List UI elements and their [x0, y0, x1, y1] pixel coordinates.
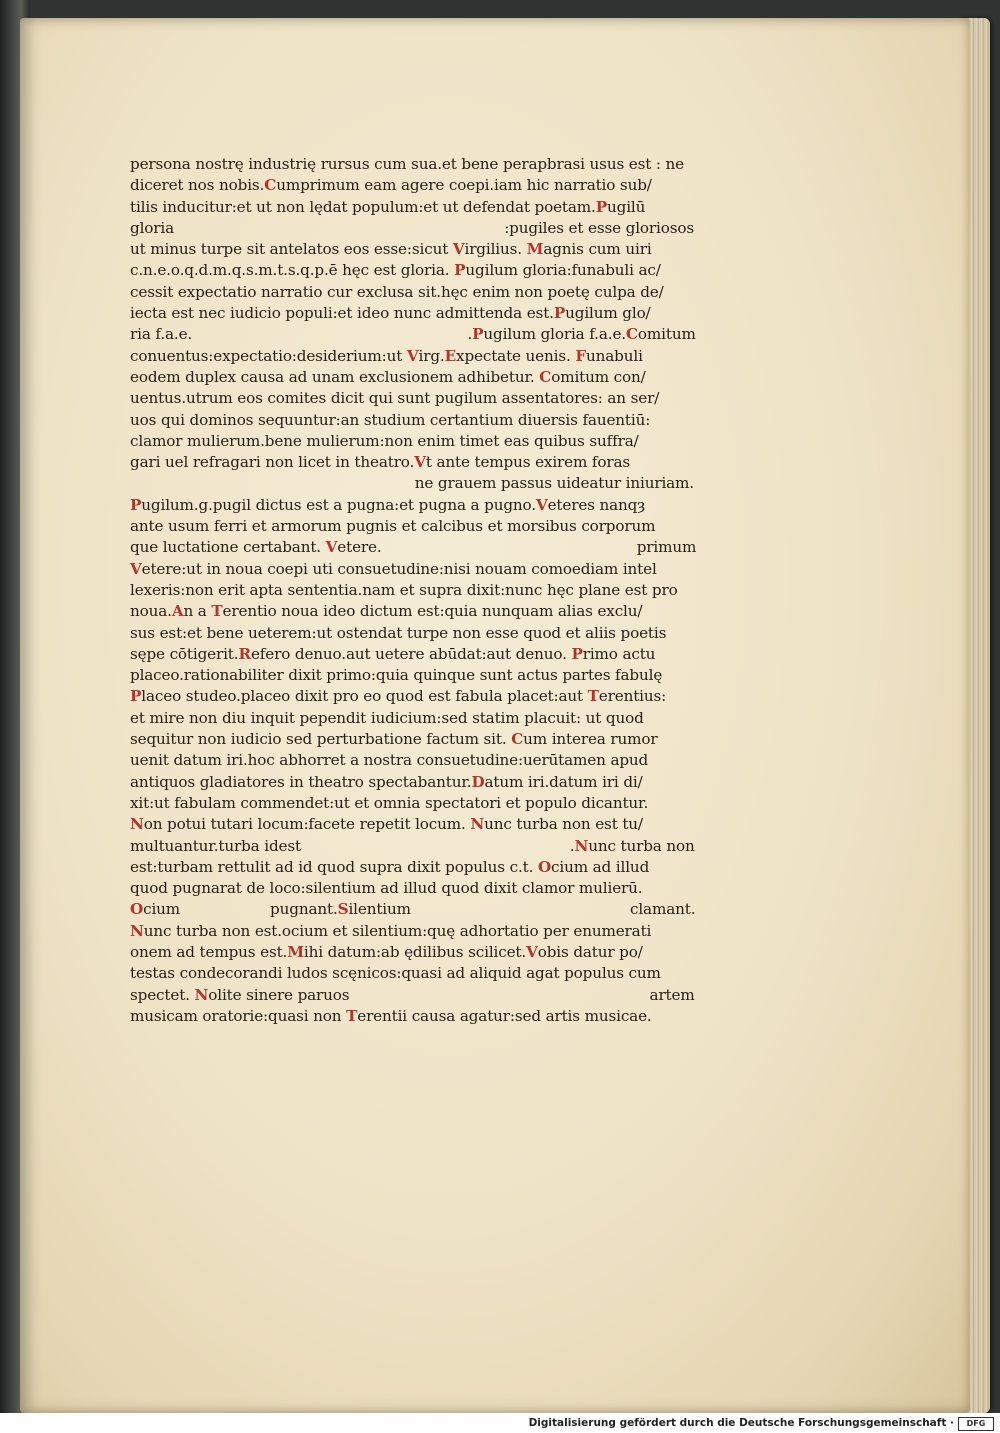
text-line: [130, 473, 696, 494]
line-text: quod pugnarat de loco:silentium ad illud quod dixit clamor mulierū.: [130, 879, 643, 898]
line-text: lexeris:non erit apta sententia.nam et supra dixit:nunc hęc plane est pro: [130, 580, 678, 599]
line-text: Ocium: [130, 900, 181, 919]
line-text: que luctatione certabant. Vetere.: [130, 538, 382, 557]
text-line: [130, 665, 696, 686]
line-text: testas condecorandi ludos scęnicos:quasi ad aliquid agat populus cum: [130, 964, 661, 983]
rubric-capital: A: [171, 602, 184, 621]
rubric-capital: N: [470, 815, 485, 834]
rubric-capital: T: [346, 1006, 358, 1025]
rubric-capital: N: [194, 985, 209, 1004]
rubric-capital: V: [406, 346, 419, 365]
rubric-capital: V: [130, 559, 142, 578]
text-line: [130, 431, 696, 452]
rubric-capital: S: [337, 900, 349, 919]
line-text-right: ne grauem passus uideatur iniuriam.: [414, 474, 694, 493]
line-text: sus est:et bene ueterem:ut ostendat turpe non esse quod et aliis poetis: [130, 623, 667, 642]
line-text-right: primum: [636, 538, 696, 557]
text-line: [130, 260, 696, 281]
text-line: [130, 452, 696, 473]
text-line: [130, 580, 696, 601]
line-text: sępe cōtigerit.Refero denuo.aut uetere abūdat:aut denuo. Primo actu: [130, 644, 656, 663]
text-line: [130, 197, 696, 218]
text-line: [130, 516, 696, 537]
line-text: gari uel refragari non licet in theatro.Vt ante tempus exirem foras: [130, 453, 631, 472]
text-line: [130, 537, 696, 558]
line-text: multuantur.turba idest: [130, 836, 301, 855]
text-line: [130, 623, 696, 644]
line-text: Placeo studeo.placeo dixit pro eo quod est fabula placet:aut Terentius:: [130, 687, 667, 706]
text-line: [130, 963, 696, 984]
text-line: [130, 1006, 696, 1027]
footer-credit: Digitalisierung gefördert durch die Deutsche Forschungsgemeinschaft ·: [528, 1417, 954, 1429]
text-line: [130, 878, 696, 899]
text-line: [130, 942, 696, 963]
text-line: [130, 303, 696, 324]
line-text: antiquos gladiatores in theatro spectabantur.Datum iri.datum iri di/: [130, 772, 643, 791]
text-line: [130, 814, 696, 835]
line-text: Vetere:ut in noua coepi uti consuetudine:nisi nouam comoediam intel: [130, 559, 657, 578]
rubric-capital: C: [539, 367, 552, 386]
rubric-capital: N: [574, 836, 589, 855]
line-text: tilis inducitur:et ut non lędat populum:et ut defendat poetam.Pugilū: [130, 197, 646, 216]
line-text: cessit expectatio narratio cur exclusa sit.hęc enim non poetę culpa de/: [130, 282, 664, 301]
text-line: [130, 644, 696, 665]
text-line: [130, 921, 696, 942]
line-text: ante usum ferri et armorum pugnis et calcibus et morsibus corporum: [130, 517, 656, 536]
rubric-capital: V: [414, 453, 426, 472]
text-line: [130, 729, 696, 750]
line-text-right: :pugiles et esse gloriosos: [504, 218, 694, 237]
text-line: [130, 346, 696, 367]
rubric-capital: C: [625, 325, 638, 344]
line-text: et mire non diu inquit pependit iudicium:sed statim placuit: ut quod: [130, 708, 644, 727]
text-line: [130, 601, 696, 622]
rubric-capital: O: [537, 857, 552, 876]
footer-bar: [0, 1413, 1000, 1433]
line-text: diceret nos nobis.Cumprimum eam agere coepi.iam hic narratio sub/: [130, 176, 652, 195]
text-line: [130, 985, 696, 1006]
rubric-capital: C: [511, 730, 524, 749]
line-text: onem ad tempus est.Mihi datum:ab ędilibus scilicet.Vobis datur po/: [130, 942, 643, 961]
rubric-capital: V: [526, 942, 538, 961]
rubric-capital: M: [287, 942, 304, 961]
line-text: ut minus turpe sit antelatos eos esse:sicut Virgilius. Magnis cum uiri: [130, 240, 652, 259]
rubric-capital: P: [595, 197, 607, 216]
line-text: uenit datum iri.hoc abhorret a nostra consuetudine:uerūtamen apud: [130, 751, 649, 770]
dfg-logo-icon: DFG: [958, 1417, 994, 1431]
rubric-capital: E: [444, 346, 457, 365]
text-line: [130, 686, 696, 707]
text-line: [130, 750, 696, 771]
rubric-capital: P: [130, 687, 142, 706]
text-line: [130, 836, 696, 857]
line-text-right: .Nunc turba non: [569, 836, 695, 855]
text-line: [130, 239, 696, 260]
rubric-capital: P: [553, 304, 566, 323]
line-text-right: artem: [649, 985, 695, 1004]
line-text: clamor mulierum.bene mulierum:non enim timet eas quibus suffra/: [130, 431, 639, 450]
line-text: sequitur non iudicio sed perturbatione factum sit. Cum interea rumor: [130, 730, 658, 749]
text-line: [130, 218, 696, 239]
rubric-capital: R: [238, 644, 251, 663]
rubric-capital: N: [130, 815, 144, 834]
rubric-capital: P: [130, 495, 142, 514]
line-text: uentus.utrum eos comites dicit qui sunt pugilum assentatores: an ser/: [130, 389, 660, 408]
text-line: [130, 899, 696, 920]
rubric-capital: D: [471, 772, 485, 791]
text-line: [130, 793, 696, 814]
line-text: persona nostrę industrię rursus cum sua.et bene perapbrasi usus est : ne: [130, 155, 685, 173]
rubric-capital: V: [325, 538, 338, 557]
line-text-right: .Pugilum gloria f.a.e.Comitum: [467, 325, 696, 344]
line-text: xit:ut fabulam commendet:ut et omnia spectatori et populo dicantur.: [130, 793, 649, 812]
text-line: [130, 324, 696, 345]
manuscript-page: [20, 18, 970, 1413]
rubric-capital: P: [472, 325, 484, 344]
rubric-capital: F: [575, 346, 587, 365]
rubric-capital: T: [211, 602, 223, 621]
text-line: [130, 154, 696, 175]
rubric-capital: O: [130, 900, 144, 919]
line-text: gloria: [130, 218, 174, 237]
line-text-right: clamant.: [629, 900, 696, 919]
line-text: c.n.e.o.q.d.m.q.s.m.t.s.q.p.ē hęc est gloria. Pugilum gloria:funabuli ac/: [130, 261, 661, 280]
line-text: conuentus:expectatio:desiderium:ut Virg.Expectate uenis. Funabuli: [130, 346, 643, 365]
rubric-capital: C: [264, 176, 277, 195]
text-line: [130, 857, 696, 878]
text-line: [130, 708, 696, 729]
text-line: [130, 282, 696, 303]
line-text: placeo.rationabiliter dixit primo:quia quinque sunt actus partes fabulę: [130, 666, 663, 685]
line-text-middle: pugnant.Silentium: [270, 900, 411, 919]
text-line: [130, 559, 696, 580]
rubric-capital: T: [587, 687, 599, 706]
text-line: [130, 410, 696, 431]
line-text: uos qui dominos sequuntur:an studium certantium diuersis fauentiū:: [130, 410, 651, 429]
text-line: [130, 367, 696, 388]
line-text: Non potui tutari locum:facete repetit locum. Nunc turba non est tu/: [130, 815, 643, 834]
line-text: iecta est nec iudicio populi:et ideo nunc admittenda est.Pugilum glo/: [130, 304, 651, 323]
rubric-capital: P: [571, 644, 583, 663]
line-text: noua.An a Terentio noua ideo dictum est:quia nunquam alias exclu/: [130, 602, 643, 621]
line-text: ria f.a.e.: [130, 325, 193, 344]
text-line: [130, 175, 696, 196]
rubric-capital: P: [454, 261, 466, 280]
text-line: [130, 388, 696, 409]
text-line: [130, 772, 696, 793]
rubric-capital: N: [130, 921, 144, 940]
line-text: eodem duplex causa ad unam exclusionem adhibetur. Comitum con/: [130, 367, 646, 386]
rubric-capital: V: [452, 240, 465, 259]
line-text: Nunc turba non est.ocium et silentium:quę adhortatio per enumerati: [130, 921, 652, 940]
line-text: spectet. Nolite sinere paruos: [130, 985, 350, 1004]
line-text: Pugilum.g.pugil dictus est a pugna:et pugna a pugno.Veteres nanqȝ: [130, 495, 646, 514]
rubric-capital: M: [526, 240, 544, 259]
text-block: [130, 154, 696, 1027]
rubric-capital: V: [535, 495, 548, 514]
line-text: est:turbam rettulit ad id quod supra dixit populus c.t. Ocium ad illud: [130, 857, 650, 876]
text-line: [130, 495, 696, 516]
line-text: musicam oratorie:quasi non Terentii causa agatur:sed artis musicae.: [130, 1006, 652, 1025]
